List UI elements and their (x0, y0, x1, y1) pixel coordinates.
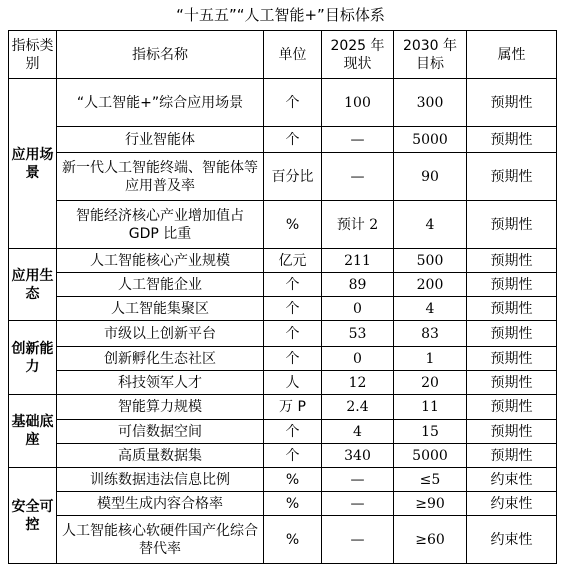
value-2030-cell: ≤5 (394, 468, 467, 492)
header-row (9, 31, 557, 79)
value-2030-cell: 1 (394, 347, 467, 371)
value-2030-cell: 200 (394, 273, 467, 297)
header-2025: 2025 年现状 (322, 31, 394, 79)
indicator-name-cell: 训练数据违法信息比例 (57, 468, 264, 492)
attribute-cell: 预期性 (467, 420, 557, 444)
value-2025-cell: 4 (322, 420, 394, 444)
table-row (9, 127, 557, 153)
unit-cell: 个 (264, 273, 322, 297)
value-2025-cell: 预计 2 (322, 201, 394, 249)
indicator-name-cell: 行业智能体 (57, 127, 264, 153)
indicator-name-cell: 模型生成内容合格率 (57, 492, 264, 516)
category-cell: 基础底座 (9, 395, 57, 468)
unit-cell: % (264, 516, 322, 564)
indicator-name-cell: 人工智能企业 (57, 273, 264, 297)
table-body (9, 31, 557, 564)
value-2025-cell: — (322, 516, 394, 564)
indicator-name-cell: 市级以上创新平台 (57, 321, 264, 347)
table-row (9, 444, 557, 468)
attribute-cell: 预期性 (467, 273, 557, 297)
category-cell: 创新能力 (9, 321, 57, 395)
header-attribute: 属性 (467, 31, 557, 79)
unit-cell: % (264, 201, 322, 249)
indicator-name-cell: 人工智能集聚区 (57, 297, 264, 321)
value-2025-cell: 12 (322, 371, 394, 395)
value-2030-cell: 4 (394, 201, 467, 249)
attribute-cell: 预期性 (467, 347, 557, 371)
indicator-name-cell: 创新孵化生态社区 (57, 347, 264, 371)
table-row (9, 347, 557, 371)
table-row (9, 249, 557, 273)
table-row (9, 153, 557, 201)
value-2025-cell: 2.4 (322, 395, 394, 420)
table-row (9, 395, 557, 420)
header-name: 指标名称 (57, 31, 264, 79)
unit-cell: % (264, 492, 322, 516)
attribute-cell: 预期性 (467, 201, 557, 249)
attribute-cell: 预期性 (467, 79, 557, 127)
target-system-table (8, 30, 557, 564)
indicator-name-cell: 人工智能核心产业规模 (57, 249, 264, 273)
category-cell: 安全可控 (9, 468, 57, 564)
table-row (9, 492, 557, 516)
target-table-container (8, 30, 556, 564)
value-2030-cell: 4 (394, 297, 467, 321)
indicator-name-cell: “人工智能+”综合应用场景 (57, 79, 264, 127)
indicator-name-cell: 新一代人工智能终端、智能体等应用普及率 (57, 153, 264, 201)
value-2030-cell: 5000 (394, 444, 467, 468)
header-category: 指标类别 (9, 31, 57, 79)
attribute-cell: 约束性 (467, 468, 557, 492)
unit-cell: 个 (264, 321, 322, 347)
indicator-name-cell: 人工智能核心软硬件国产化综合替代率 (57, 516, 264, 564)
unit-cell: 万 P (264, 395, 322, 420)
unit-cell: 人 (264, 371, 322, 395)
unit-cell: 个 (264, 127, 322, 153)
value-2030-cell: 11 (394, 395, 467, 420)
indicator-name-cell: 高质量数据集 (57, 444, 264, 468)
value-2025-cell: 0 (322, 347, 394, 371)
table-row (9, 468, 557, 492)
attribute-cell: 约束性 (467, 516, 557, 564)
indicator-name-cell: 智能算力规模 (57, 395, 264, 420)
indicator-name-cell: 智能经济核心产业增加值占 GDP 比重 (57, 201, 264, 249)
value-2030-cell: 15 (394, 420, 467, 444)
table-row (9, 273, 557, 297)
value-2030-cell: 90 (394, 153, 467, 201)
value-2030-cell: 20 (394, 371, 467, 395)
indicator-name-cell: 科技领军人才 (57, 371, 264, 395)
value-2025-cell: 340 (322, 444, 394, 468)
value-2025-cell: 211 (322, 249, 394, 273)
attribute-cell: 预期性 (467, 153, 557, 201)
header-unit: 单位 (264, 31, 322, 79)
indicator-name-cell: 可信数据空间 (57, 420, 264, 444)
unit-cell: 百分比 (264, 153, 322, 201)
unit-cell: % (264, 468, 322, 492)
value-2025-cell: 0 (322, 297, 394, 321)
table-title: “十五五”“人工智能+”目标体系 (176, 6, 385, 24)
value-2030-cell: ≥60 (394, 516, 467, 564)
attribute-cell: 预期性 (467, 371, 557, 395)
unit-cell: 个 (264, 420, 322, 444)
unit-cell: 个 (264, 444, 322, 468)
attribute-cell: 预期性 (467, 297, 557, 321)
table-row (9, 79, 557, 127)
value-2025-cell: — (322, 153, 394, 201)
unit-cell: 亿元 (264, 249, 322, 273)
table-row (9, 201, 557, 249)
attribute-cell: 约束性 (467, 492, 557, 516)
attribute-cell: 预期性 (467, 127, 557, 153)
value-2025-cell: 89 (322, 273, 394, 297)
value-2030-cell: ≥90 (394, 492, 467, 516)
unit-cell: 个 (264, 79, 322, 127)
value-2025-cell: — (322, 492, 394, 516)
attribute-cell: 预期性 (467, 444, 557, 468)
value-2030-cell: 300 (394, 79, 467, 127)
table-row (9, 321, 557, 347)
value-2030-cell: 5000 (394, 127, 467, 153)
table-row (9, 420, 557, 444)
attribute-cell: 预期性 (467, 249, 557, 273)
value-2025-cell: 53 (322, 321, 394, 347)
table-row (9, 371, 557, 395)
unit-cell: 个 (264, 347, 322, 371)
value-2030-cell: 83 (394, 321, 467, 347)
table-row (9, 297, 557, 321)
unit-cell: 个 (264, 297, 322, 321)
value-2025-cell: — (322, 127, 394, 153)
value-2025-cell: — (322, 468, 394, 492)
value-2030-cell: 500 (394, 249, 467, 273)
table-row (9, 516, 557, 564)
category-cell: 应用场景 (9, 79, 57, 249)
category-cell: 应用生态 (9, 249, 57, 321)
attribute-cell: 预期性 (467, 395, 557, 420)
value-2025-cell: 100 (322, 79, 394, 127)
header-2030: 2030 年目标 (394, 31, 467, 79)
attribute-cell: 预期性 (467, 321, 557, 347)
